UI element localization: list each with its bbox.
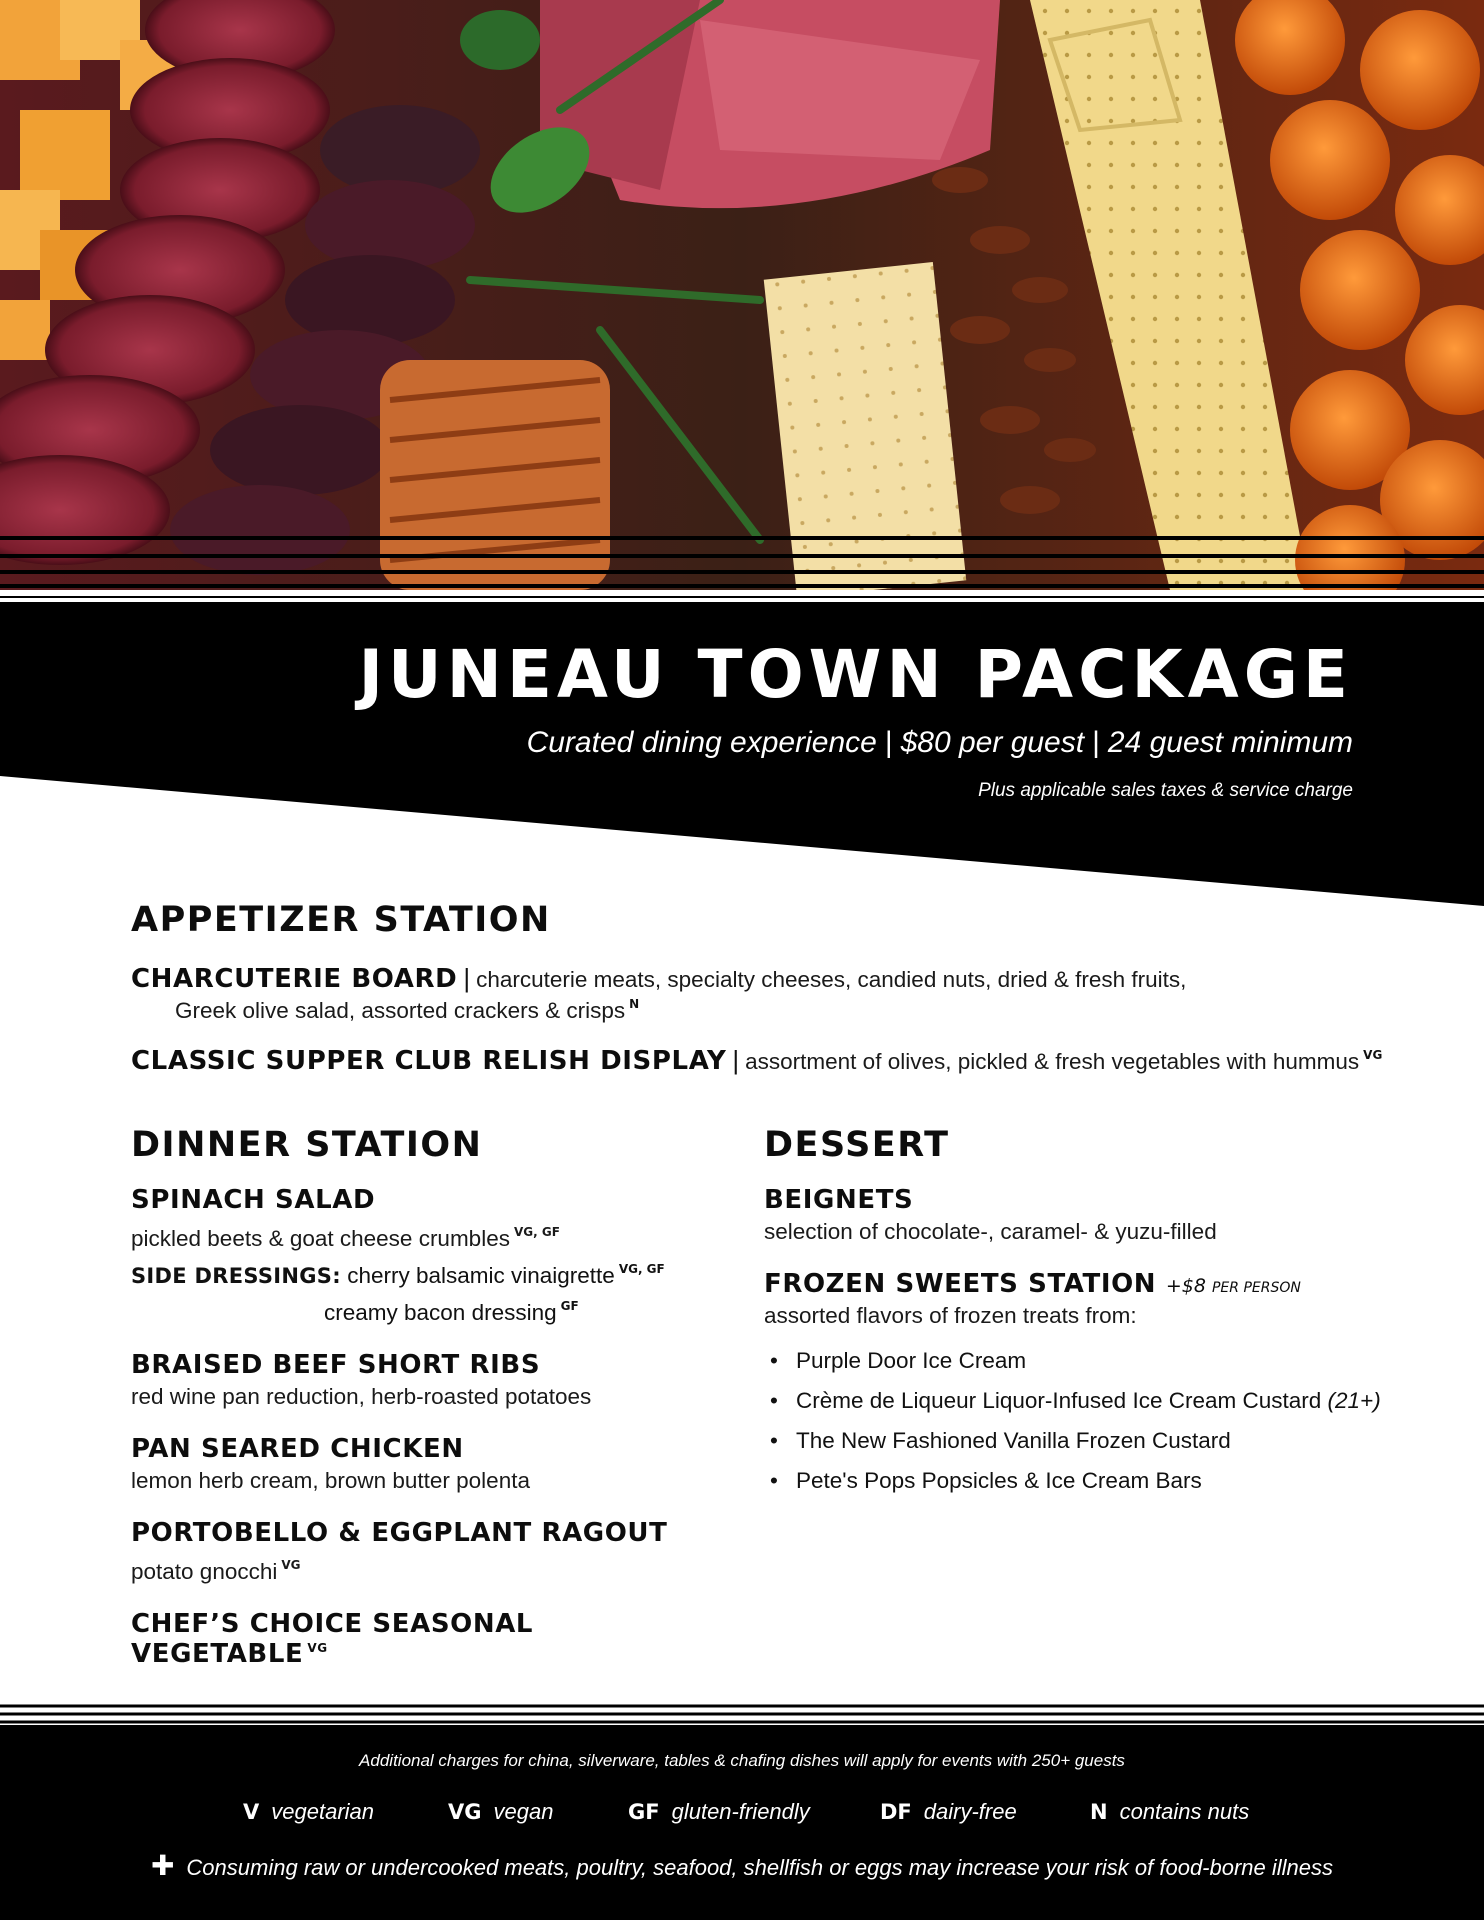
legend-label: gluten-friendly [671,1799,810,1824]
legend-vegetarian [243,1799,374,1825]
subtitle-separator: | [884,726,893,759]
pipe-separator: | [732,1045,740,1075]
footer [0,1725,1484,1920]
dressing-row-1 [131,1254,731,1291]
subtitle-separator: | [1092,726,1100,759]
list-item [764,1341,1404,1381]
ragout-tag: VG [281,1558,301,1572]
ribs-name: BRAISED BEEF SHORT RIBS [131,1350,541,1380]
chicken-block [131,1434,731,1496]
legend-code: DF [880,1800,912,1824]
dinner-column [131,1185,731,1691]
legend-code: GF [628,1800,660,1824]
ragout-desc: potato gnocchi [131,1559,278,1584]
upcharge-price: $8 [1181,1275,1206,1297]
chicken-name: PAN SEARED CHICKEN [131,1434,464,1464]
charcuterie-name: CHARCUTERIE BOARD [131,964,458,994]
legend-code: V [243,1800,260,1824]
charcuterie-desc-1: charcuterie meats, specialty cheeses, candied nuts, dried & fresh fruits, [476,967,1187,992]
legend-label: vegetarian [271,1799,375,1824]
beignets-block [764,1185,1404,1247]
dressing-1: cherry balsamic vinaigrette [347,1263,615,1288]
bullet-icon: • [770,1388,778,1413]
relish-name: CLASSIC SUPPER CLUB RELISH DISPLAY [131,1046,727,1076]
salad-desc-line [131,1217,731,1254]
warning-text: Consuming raw or undercooked meats, poultry, seafood, shellfish or eggs may increase your risk of food-borne illness [186,1855,1334,1880]
food-safety-warning [0,1849,1484,1882]
legend-contains-nuts [1090,1799,1249,1825]
treat-name: The New Fashioned Vanilla Frozen Custard [796,1428,1231,1453]
vegetable-tag: VG [307,1641,328,1655]
ragout-desc-line [131,1550,731,1587]
subtitle-minimum: 24 guest minimum [1107,726,1353,759]
dressing-row-2 [131,1291,731,1328]
chicken-desc: lemon herb cream, brown butter polenta [131,1468,530,1493]
pipe-separator: | [463,963,471,993]
ribs-desc: red wine pan reduction, herb-roasted potatoes [131,1384,592,1409]
vegetable-name: CHEF’S CHOICE SEASONAL VEGETABLE [131,1609,534,1669]
legend-code: N [1090,1800,1108,1824]
salad-name: SPINACH SALAD [131,1185,376,1215]
charcuterie-tag: N [629,997,640,1011]
frozen-line [764,1269,1404,1299]
treat-name: Pete's Pops Popsicles & Ice Cream Bars [796,1468,1202,1493]
frozen-treat-list [764,1341,1404,1501]
salad-tag: VG, GF [513,1225,560,1239]
ragout-block [131,1518,731,1587]
list-item [764,1381,1404,1421]
charcuterie-desc-2: Greek olive salad, assorted crackers & crisps [175,998,626,1023]
frozen-upcharge [1166,1275,1301,1297]
charcuterie-line-2 [175,997,639,1024]
frozen-desc: assorted flavors of frozen treats from: [764,1303,1137,1328]
legend-gluten-friendly [628,1799,810,1825]
tax-fineprint: Plus applicable sales taxes & service charge [978,780,1353,801]
subtitle-price: $80 per guest [900,726,1085,759]
bullet-icon: • [770,1428,778,1453]
charcuterie-photo [0,0,1484,590]
ragout-name: PORTOBELLO & EGGPLANT RAGOUT [131,1518,668,1548]
footer-stripes [0,1704,1484,1726]
relish-line [131,1045,1382,1076]
legend-label: dairy-free [923,1799,1017,1824]
ribs-block [131,1350,731,1412]
dessert-heading: DESSERT [764,1125,950,1165]
vegetable-line [131,1609,731,1669]
legend-dairy-free [880,1799,1017,1825]
treat-name: Crème de Liqueur Liquor-Infused Ice Cream Custard [796,1388,1322,1413]
relish-tag: VG [1363,1048,1383,1062]
upcharge-unit: PER PERSON [1211,1280,1301,1296]
plus-icon: ✚ [150,1850,175,1881]
legend-label: contains nuts [1119,1799,1250,1824]
subtitle-experience: Curated dining experience [526,726,877,759]
dressing-1-tag: VG, GF [618,1262,665,1276]
upcharge-plus: + [1165,1275,1182,1297]
footer-note: Additional charges for china, silverware, tables & chafing dishes will apply for events with 250+ guests [359,1751,1125,1770]
beignets-desc: selection of chocolate-, caramel- & yuzu-filled [764,1219,1217,1244]
appetizer-heading: APPETIZER STATION [131,900,551,940]
legend-vegan [448,1799,553,1825]
hero-photo [0,0,1484,590]
bullet-icon: • [770,1348,778,1373]
salad-desc: pickled beets & goat cheese crumbles [131,1226,510,1251]
legend-code: VG [448,1800,482,1824]
dressing-2-tag: GF [560,1299,579,1313]
age-note: (21+) [1327,1388,1381,1413]
treat-name: Purple Door Ice Cream [796,1348,1027,1373]
charcuterie-line-1 [131,963,1186,994]
relish-desc: assortment of olives, pickled & fresh vegetables with hummus [745,1049,1360,1074]
list-item [764,1461,1404,1501]
frozen-name: FROZEN SWEETS STATION [764,1269,1157,1299]
salad-block [131,1185,731,1328]
dressings-label: SIDE DRESSINGS: [131,1264,341,1288]
package-subtitle [527,726,1353,760]
page-title: JUNEAU TOWN PACKAGE [358,636,1353,713]
frozen-block [764,1269,1404,1501]
dessert-column [764,1185,1404,1523]
beignets-name: BEIGNETS [764,1185,914,1215]
legend-label: vegan [493,1799,554,1824]
dressing-2: creamy bacon dressing [324,1300,557,1325]
vegetable-block [131,1609,731,1669]
list-item [764,1421,1404,1461]
bullet-icon: • [770,1468,778,1493]
dinner-heading: DINNER STATION [131,1125,483,1165]
